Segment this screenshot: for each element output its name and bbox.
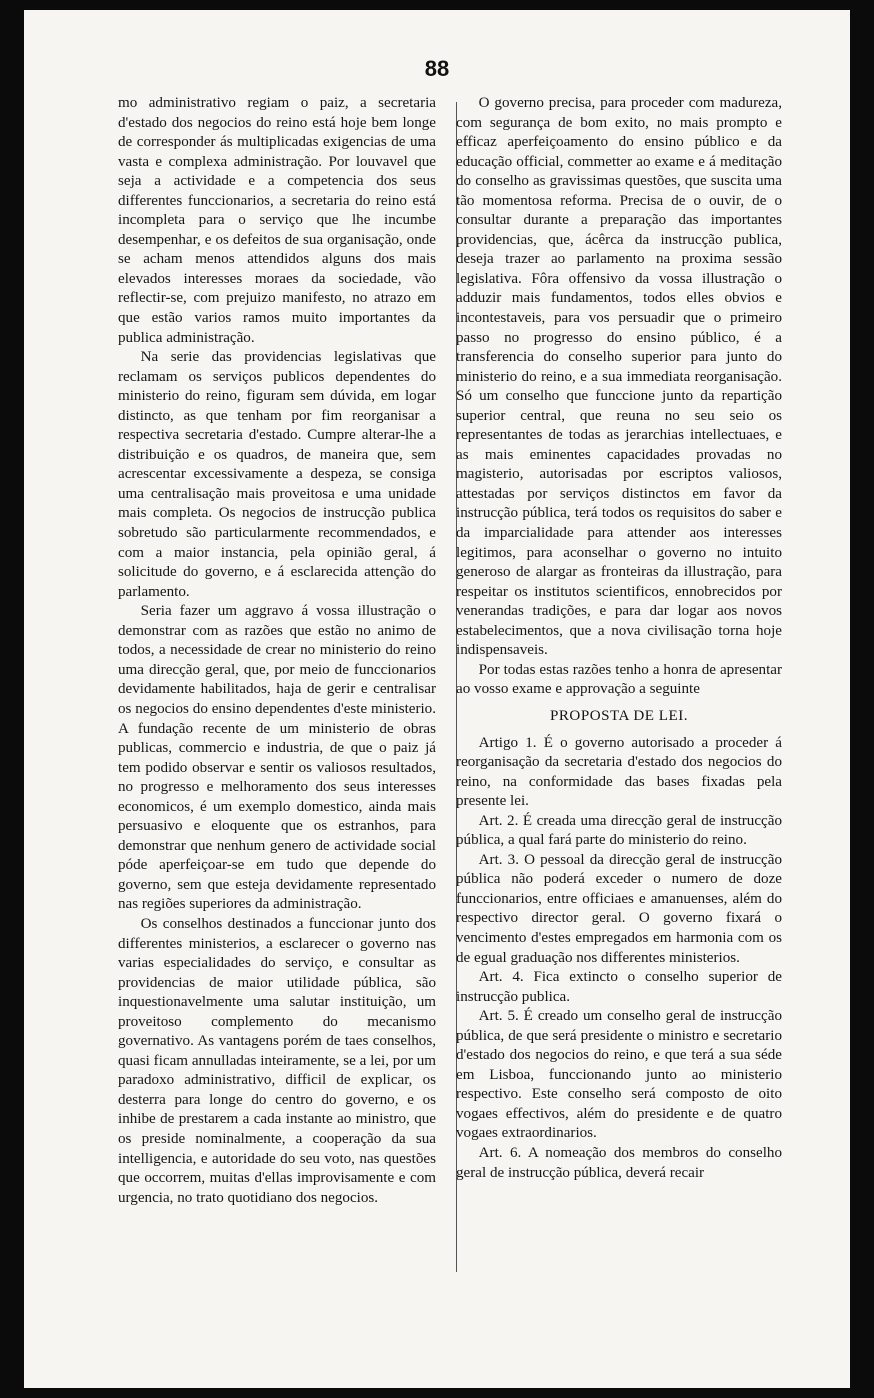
section-heading: PROPOSTA DE LEI. bbox=[549, 707, 689, 724]
paragraph: Seria fazer um aggravo á vossa illustração o demonstrar com as razões que estão no animo de todos, a necessidade de crear no ministerio do reino uma direcção geral, que, por meio de funccionarios devidamente habilitados, haja de gerir e centralisar os negocios do ensino dependentes d'este ministerio. A fundação recente de um ministerio de obras publicas, commercio e industria, de que o paiz já tem podido observar e sentir os valiosos resultados, no progresso e melhoramento dos seus interesses economicos, é um exemplo domestico, ainda mais persuasivo e eloquente que os estranhos, para demonstrar que nenhum genero de actividade social póde aperfeiçoar-se em tudo que depende do governo, sem que esteja devidamente representado nas regiões superiores da administração. bbox=[118, 603, 436, 913]
article: Art. 2. É creada uma direcção geral de instrucção pública, a qual fará parte do ministerio do reino. bbox=[456, 812, 782, 849]
left-column bbox=[118, 94, 436, 1208]
paragraph: Por todas estas razões tenho a honra de apresentar ao vosso exame e approvação a seguinte bbox=[456, 661, 782, 698]
paragraph: O governo precisa, para proceder com madureza, com segurança de bom exito, no mais prompto e efficaz aperfeiçoamento do ensino público e da educação official, commetter ao exame e á meditação do conselho as gravissimas questões, que suscita uma tão momentosa reforma. Precisa de o ouvir, de o consultar durante a preparação das importantes providencias, que, ácêrca da instrucção publica, deseja trazer ao parlamento na proxima sessão legislativa. Fôra offensivo da vossa illustração o adduzir mais fundamentos, todos elles obvios e incontestaveis, para vos persuadir que o primeiro passo no progresso do ensino público, é a transferencia do conselho superior para junto do ministerio do reino, e a sua immediata reorganisação. Só um conselho que funccione junto da repartição superior central, que reuna no seu seio os representantes de todas as jerarchias intellectuaes, e as mais eminentes capacidades provadas no magisterio, autorisadas por escriptos valiosos, attestadas por serviços distinctos em favor da instrucção pública, terá todos os requisitos do saber e da imparcialidade para attender aos interesses legitimos, para aconselhar o governo no intuito generoso de alargar as fronteiras da illustração, para respeitar os institutos scientificos, ennobrecidos por venerandas tradições, e para dar logar aos novos estabelecimentos, que a nova civilisação torna hoje indispensaveis. bbox=[456, 95, 782, 659]
paragraph: mo administrativo regiam o paiz, a secretaria d'estado dos negocios do reino está hoje bem longe de corresponder ás multiplicadas exigencias de uma vasta e complexa administração. Por louvavel que seja a actividade e a competencia dos seus differentes funccionarios, a secretaria do reino está incompleta para o serviço que lhe incumbe desempenhar, e os defeitos de sua organisação, onde se acham menos attendidos alguns dos mais elevados interesses moraes da sociedade, vão reflectir-se, com prejuizo manifesto, no atrazo em que estão varios ramos muito importantes da publica administração. bbox=[118, 95, 436, 346]
page-number: 88 bbox=[424, 56, 450, 81]
paragraph: Os conselhos destinados a funccionar junto dos differentes ministerios, a esclarecer o governo nas varias especialidades do serviço, e consultar as providencias de maior utilidade pública, são inquestionavelmente uma salutar instituição, um proveitoso complemento do mecanismo governativo. As vantagens porém de taes conselhos, quasi ficam annulladas inteiramente, se a lei, por um paradoxo administrativo, difficil de explicar, os desterra para longe do centro do governo, e os inhibe de prestarem a cada instante ao ministro, que os preside nominalmente, a cooperação da sua intelligencia, e autoridade do seu voto, nas questões que occorrem, muitas d'ellas improvisamente e com urgencia, no trato quotidiano dos negocios. bbox=[118, 915, 436, 1206]
article: Art. 3. O pessoal da direcção geral de instrucção pública não poderá exceder o numero de doze funccionarios, entre officiaes e amanuenses, além do respectivo director geral. O governo fixará o vencimento d'estes empregados em harmonia com os de egual graduação nos differentes ministerios. bbox=[456, 851, 782, 966]
article: Artigo 1. É o governo autorisado a proceder á reorganisação da secretaria d'estado dos negocios do reino, na conformidade das bases fixadas pela presente lei. bbox=[456, 734, 782, 810]
scanned-page bbox=[24, 10, 850, 1388]
article: Art. 6. A nomeação dos membros do conselho geral de instrucção pública, deverá recair bbox=[456, 1144, 782, 1181]
article: Art. 4. Fica extincto o conselho superior de instrucção publica. bbox=[456, 969, 782, 1005]
article: Art. 5. É creado um conselho geral de instrucção pública, de que será presidente o ministro e secretario d'estado dos negocios do reino, e que terá a sua séde em Lisboa, funccionando junto ao ministerio respectivo. Este conselho será composto de oito vogaes effectivos, além do presidente e de quatro vogaes extraordinarios. bbox=[456, 1008, 782, 1142]
paragraph: Na serie das providencias legislativas que reclamam os serviços publicos dependentes do ministerio do reino, figuram sem dúvida, em logar distincto, as que tenham por fim reorganisar a respectiva secretaria d'estado. Cumpre alterar-lhe a distribuição e os quadros, de maneira que, sem acrescentar excessivamente a despeza, se consiga uma centralisação mais proveitosa e uma unidade mais completa. Os negocios de instrucção publica sobretudo são particularmente recommendados, e com a maior instancia, pela opinião geral, á solicitude do governo, e á esclarecida attenção do parlamento. bbox=[118, 349, 436, 600]
right-column bbox=[456, 94, 782, 1183]
